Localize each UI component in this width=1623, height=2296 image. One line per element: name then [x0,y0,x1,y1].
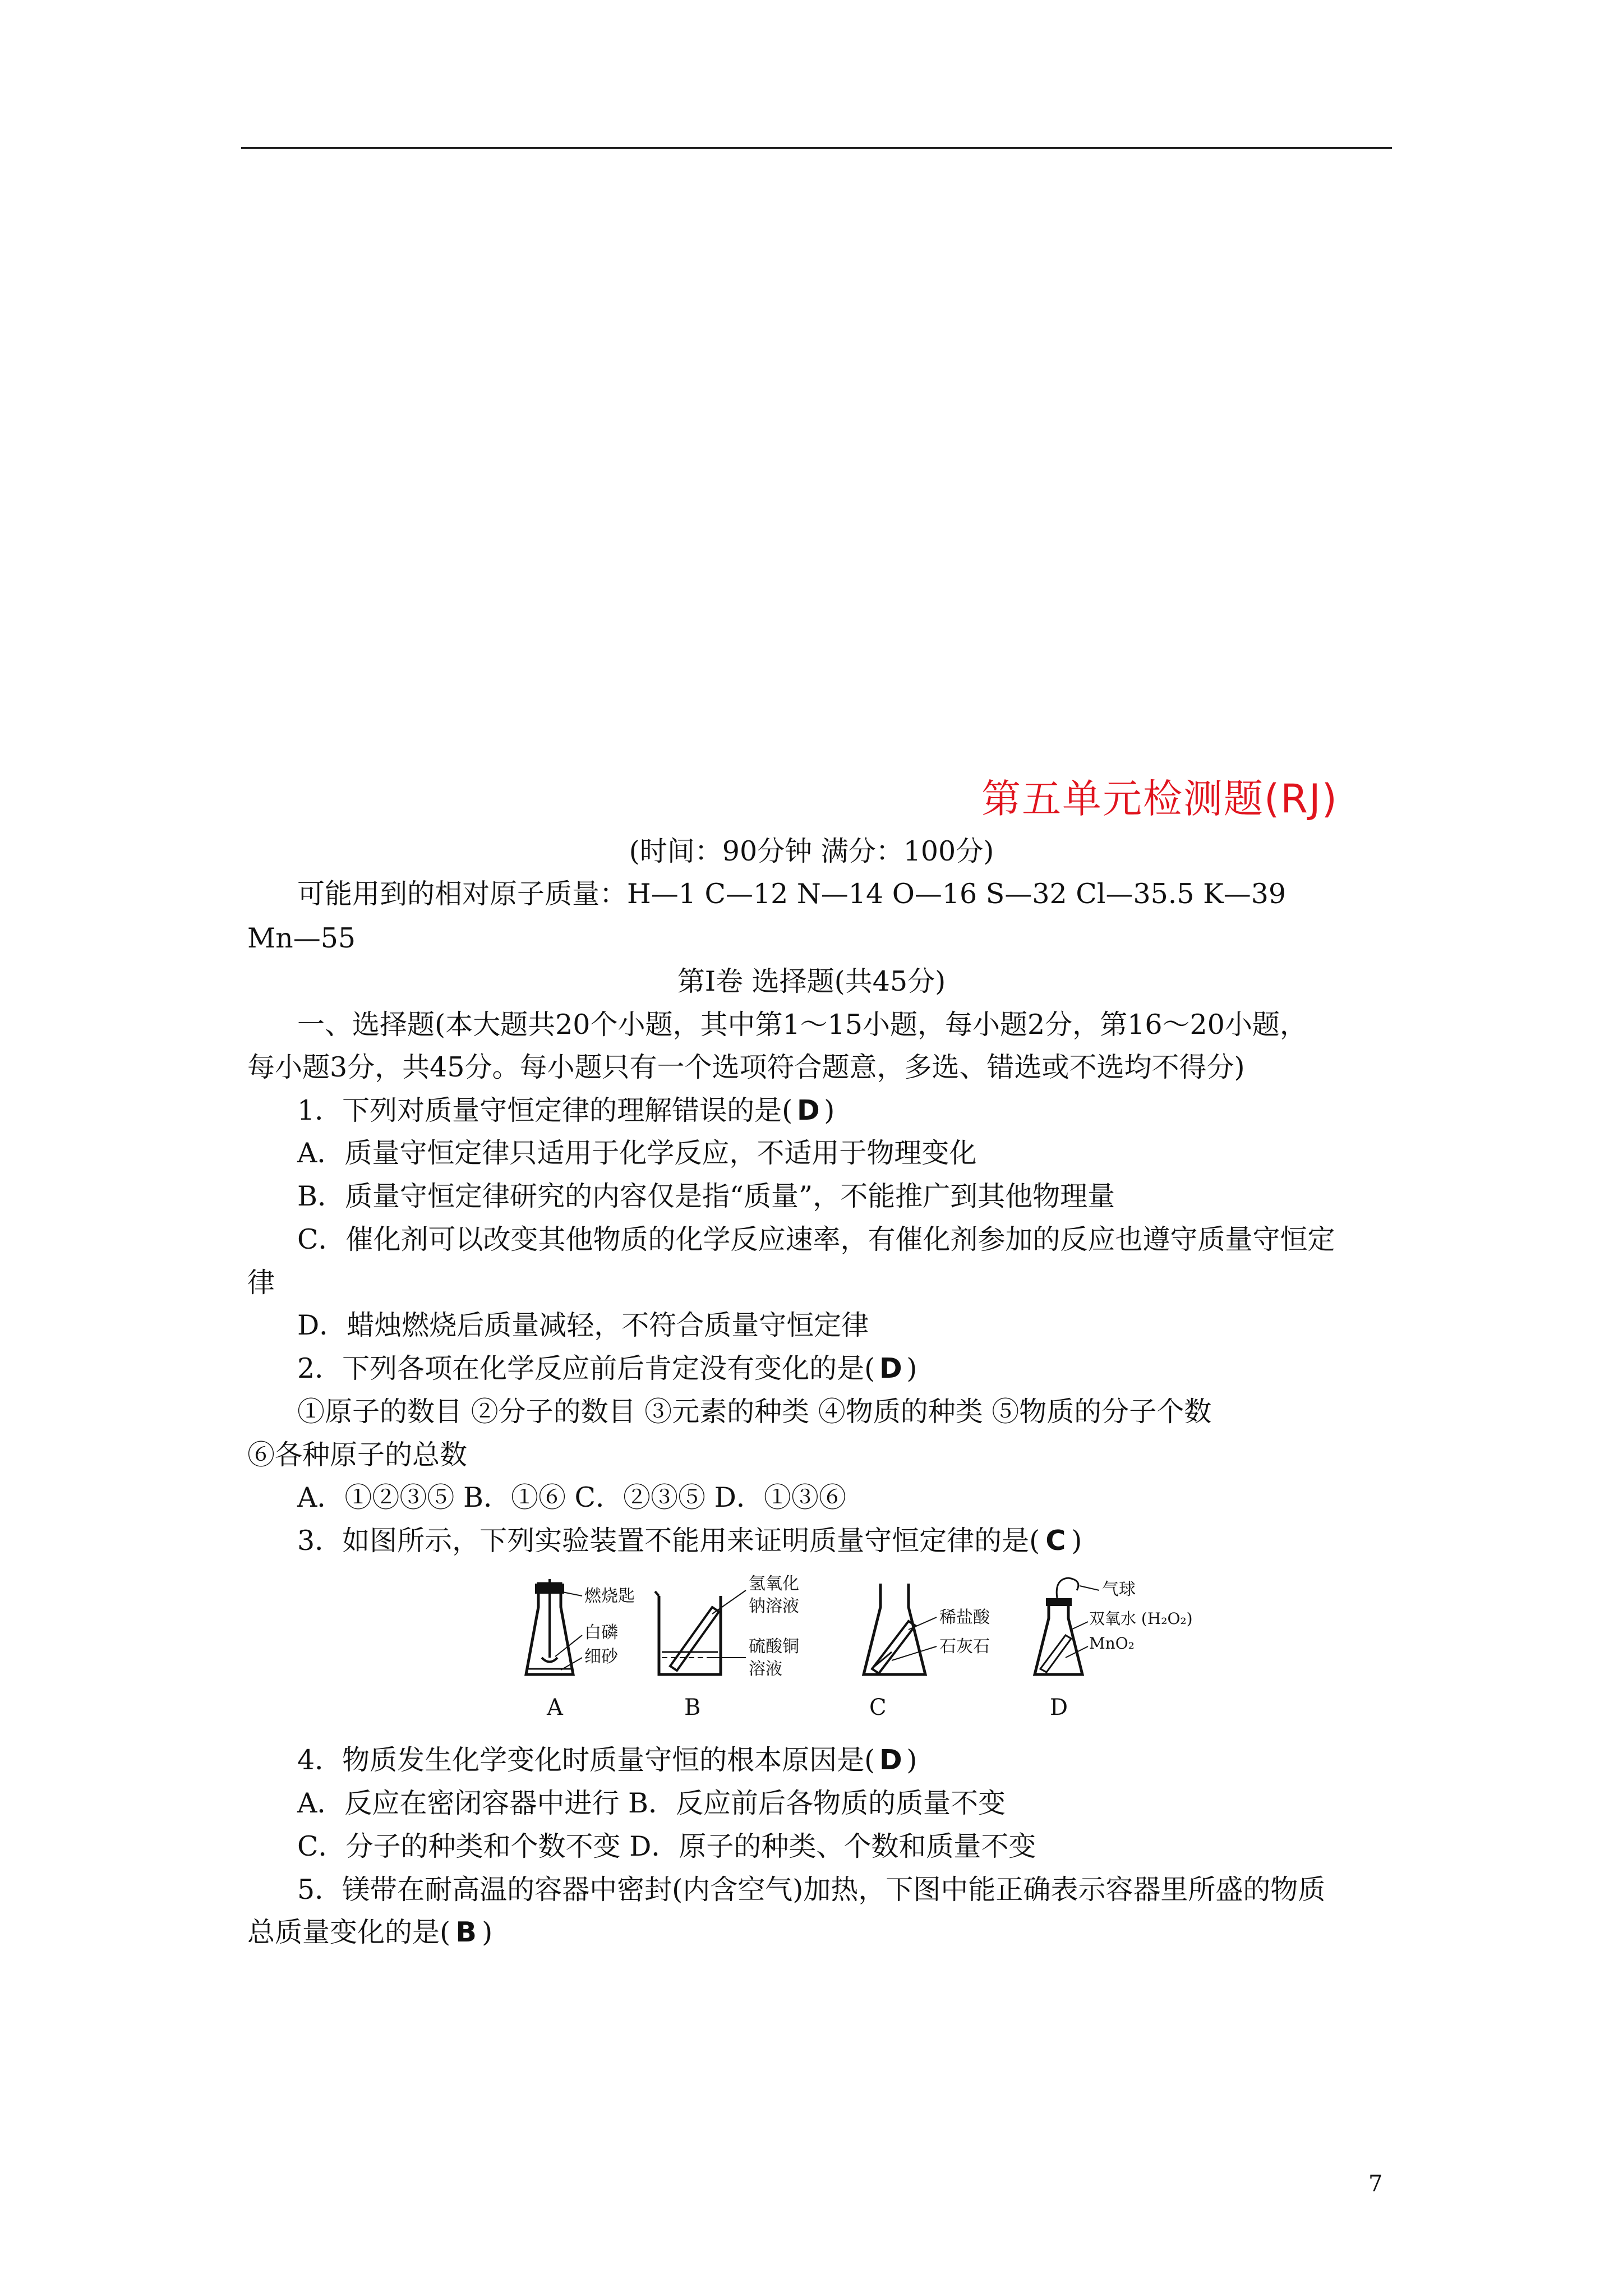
question-2-items-line1: ①原子的数目 ②分子的数目 ③元素的种类 ④物质的种类 ⑤物质的分子个数 [297,1396,1212,1428]
page-number: 7 [1368,2171,1383,2197]
question-4-stem [297,1743,917,1777]
exam-info: (时间：90分钟 满分：100分) [629,835,994,867]
question-2-stem [297,1352,917,1386]
answer-mark: D [796,1094,820,1126]
label-cuso4-2: 溶液 [749,1659,782,1679]
label-cuso4-1: 硫酸铜 [749,1637,799,1657]
answer-mark: B [455,1916,477,1948]
question-4-options-line1: A．反应在密闭容器中进行 B．反应前后各物质的质量不变 [297,1787,1006,1819]
question-close: ) [482,1916,493,1948]
question-close: ) [906,1744,917,1776]
question-1-option-c-cont: 律 [247,1267,275,1299]
question-close: ) [1071,1525,1082,1557]
question-close: ) [906,1352,917,1384]
question-2-options: A．①②③⑤ B．①⑥ C．②③⑤ D．①③⑥ [297,1481,846,1513]
answer-mark: C [1045,1525,1066,1557]
label-letter-b: B [684,1695,701,1720]
apparatus-b [655,1574,799,1720]
question-2-items-line2: ⑥各种原子的总数 [247,1439,468,1471]
label-mno2: MnO₂ [1089,1634,1135,1653]
answer-mark: D [879,1744,902,1776]
question-5-stem-line2 [247,1916,492,1949]
answer-mark: D [879,1352,902,1384]
question-1-option-d: D．蜡烛燃烧后质量减轻，不符合质量守恒定律 [297,1309,869,1341]
label-balloon: 气球 [1102,1580,1136,1599]
document-title: 第五单元检测题(RJ) [981,776,1338,822]
apparatus-c [864,1584,990,1720]
question-1-option-c: C．催化剂可以改变其他物质的化学反应速率，有催化剂参加的反应也遵守质量守恒定 [297,1223,1335,1255]
label-limestone: 石灰石 [939,1637,990,1657]
header-rule [241,147,1392,149]
question-1-option-b: B．质量守恒定律研究的内容仅是指“质量”，不能推广到其他物理量 [297,1180,1115,1212]
label-naoh-1: 氢氧化 [749,1574,799,1594]
atomic-masses-line2: Mn—55 [247,922,356,954]
apparatus-a [526,1579,635,1720]
apparatus-d [1035,1578,1193,1720]
section-intro-line1: 一、选择题(本大题共20个小题，其中第1～15小题，每小题2分，第16～20小题， [297,1009,1307,1041]
label-white-phosphorus: 白磷 [584,1623,618,1642]
question-stem-text: 3．如图所示，下列实验装置不能用来证明质量守恒定律的是( [297,1525,1040,1557]
label-combustion-spoon: 燃烧匙 [584,1586,635,1606]
experiment-figure [522,1573,1193,1725]
question-4-options-line2: C．分子的种类和个数不变 D．原子的种类、个数和质量不变 [297,1830,1036,1862]
label-h2o2: 双氧水 (H₂O₂) [1089,1609,1193,1628]
question-stem-text: 总质量变化的是( [247,1916,451,1948]
question-close: ) [824,1094,835,1126]
section-intro-line2: 每小题3分，共45分。每小题只有一个选项符合题意，多选、错选或不选均不得分) [247,1051,1245,1083]
label-letter-c: C [869,1695,887,1720]
label-dilute-hcl: 稀盐酸 [939,1608,990,1627]
question-1-option-a: A．质量守恒定律只适用于化学反应，不适用于物理变化 [297,1137,977,1169]
question-stem-text: 2．下列各项在化学反应前后肯定没有变化的是( [297,1352,875,1384]
label-fine-sand: 细砂 [584,1647,618,1667]
question-1-stem [297,1094,834,1128]
question-stem-text: 4．物质发生化学变化时质量守恒的根本原因是( [297,1744,875,1776]
label-letter-a: A [547,1695,563,1720]
question-3-stem [297,1524,1082,1558]
label-letter-d: D [1050,1695,1068,1720]
section-heading: 第Ⅰ卷 选择题(共45分) [677,965,946,997]
atomic-masses-line1: 可能用到的相对原子质量：H—1 C—12 N—14 O—16 S—32 Cl—35.5 K—39 [297,878,1287,910]
question-5-stem-line1: 5．镁带在耐高温的容器中密封(内含空气)加热，下图中能正确表示容器里所盛的物质 [297,1874,1326,1906]
question-stem-text: 1．下列对质量守恒定律的理解错误的是( [297,1094,793,1126]
label-naoh-2: 钠溶液 [749,1596,799,1616]
